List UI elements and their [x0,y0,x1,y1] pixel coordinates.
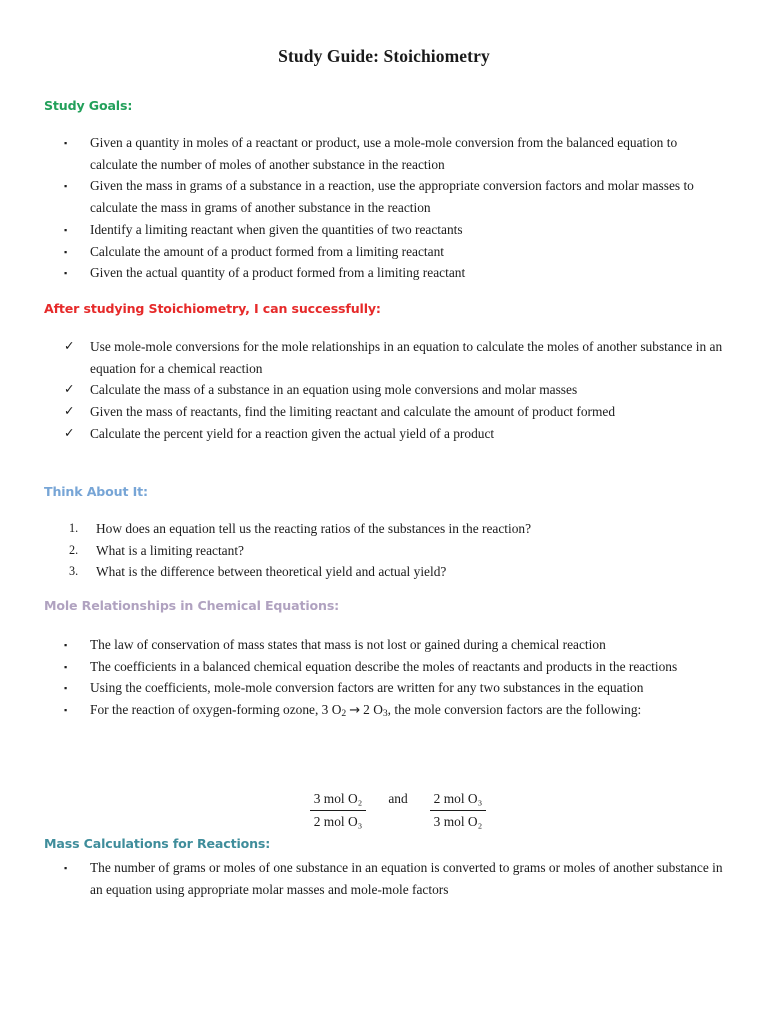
fraction-numerator: 2 mol O₃ [430,789,487,811]
product-subscript: 3 [382,708,388,720]
checkmark-icon: ✓ [64,425,75,440]
list-item-text: Calculate the mass of a substance in an equation using mole conversions and molar masses [90,382,578,398]
list-item [64,634,732,656]
equation-lead: For the reaction of oxygen-forming ozone, [90,702,322,718]
list-item [64,175,700,218]
list-item-text: Given the mass of reactants, find the limiting reactant and calculate the amount of product formed [90,404,616,420]
reactant-coefficient: 3 [321,702,329,718]
square-bullet-icon: ▪ [64,246,68,257]
list-item [64,262,700,284]
list-item-text: How does an equation tell us the reacting ratios of the substances in the reaction? [96,521,532,536]
reactant-subscript: 2 [341,708,347,720]
list-item-text: Calculate the amount of a product formed from a limiting reactant [90,243,444,259]
square-bullet-icon: ▪ [64,661,68,672]
list-item [68,561,728,583]
product-formula: O [373,702,383,718]
list-item-text: Calculate the percent yield for a reaction given the actual yield of a product [90,425,495,441]
mole-relationships-list [64,634,732,722]
list-item [64,132,700,175]
page-title: Study Guide: Stoichiometry [278,46,490,66]
square-bullet-icon: ▪ [64,705,68,716]
fraction-denominator: 2 mol O₃ [313,814,363,829]
list-number: 1. [69,521,79,535]
section-heading-study-goals: Study Goals: [44,98,133,113]
list-item-text: Use mole-mole conversions for the mole relationships in an equation to calculate the moles of another substance in an equation for a chemical reaction [90,339,723,376]
list-item [64,423,728,445]
list-item-text: The number of grams or moles of one substance in an equation is converted to grams or moles of another substance in an equation using appropriate molar masses and mole-mole factors [90,860,723,897]
checkmark-icon: ✓ [64,404,75,419]
list-item-text: What is the difference between theoretical yield and actual yield? [96,564,447,580]
section-heading-mole-relationships: Mole Relationships in Chemical Equations: [44,598,340,613]
square-bullet-icon: ▪ [64,863,68,873]
section-heading-after-studying: After studying Stoichiometry, I can successfully: [44,301,381,316]
product-coefficient: 2 [363,702,370,718]
list-item [64,241,700,263]
list-item-text: Using the coefficients, mole-mole conversion factors are written for any two substances in the equation [90,680,644,696]
list-item [64,219,700,241]
list-item [68,518,728,540]
fraction-denominator: 3 mol O₂ [433,814,483,829]
list-number: 3. [69,564,79,579]
equation-sentence [90,702,642,720]
think-about-it-list [68,518,728,583]
list-item-text: What is a limiting reactant? [96,542,244,558]
list-item-text: Identify a limiting reactant when given the quantities of two reactants [90,221,463,237]
list-item-text: Given a quantity in moles of a reactant or product, use a mole-mole conversion from the balanced equation to calculate the number of moles of another substance in the reaction [90,135,678,172]
checkmark-icon: ✓ [64,382,75,397]
reaction-arrow-icon: → [349,703,361,719]
list-item-text: Given the mass in grams of a substance in a reaction, use the appropriate conversion factors and molar masses to calculate the mass in grams of another substance in the reaction [90,178,694,216]
list-item [64,379,728,401]
conversion-factors-row [64,789,732,832]
equation-tail: , the mole conversion factors are the following: [387,702,642,718]
fraction-numerator: 3 mol O₂ [310,789,367,811]
conversion-fraction-left [310,789,367,832]
section-heading-mass-calculations: Mass Calculations for Reactions: [44,836,271,851]
fraction-conjunction: and [388,791,408,806]
list-item [68,540,728,562]
square-bullet-icon: ▪ [64,683,68,694]
list-item-text: The law of conservation of mass states that mass is not lost or gained during a chemical reaction [90,637,606,652]
list-item-equation [64,699,732,722]
list-item [64,656,732,678]
list-item [64,677,732,699]
reactant-formula: O [331,702,342,718]
checkmark-icon: ✓ [64,339,75,353]
square-bullet-icon: ▪ [64,640,68,650]
square-bullet-icon: ▪ [64,224,68,235]
list-item [64,857,732,900]
list-item-text: The coefficients in a balanced chemical equation describe the moles of reactants and products in the reactions [90,658,678,674]
after-studying-list [64,336,728,445]
study-goals-list [64,132,700,284]
section-heading-think-about-it: Think About It: [44,484,148,499]
square-bullet-icon: ▪ [64,268,68,279]
square-bullet-icon: ▪ [64,181,68,192]
list-item [64,336,728,379]
square-bullet-icon: ▪ [64,138,68,148]
conversion-fraction-right [430,789,487,832]
list-number: 2. [69,542,79,557]
list-item-text: Given the actual quantity of a product formed from a limiting reactant [90,265,466,281]
list-item [64,401,728,423]
mass-calculations-list [64,857,732,900]
